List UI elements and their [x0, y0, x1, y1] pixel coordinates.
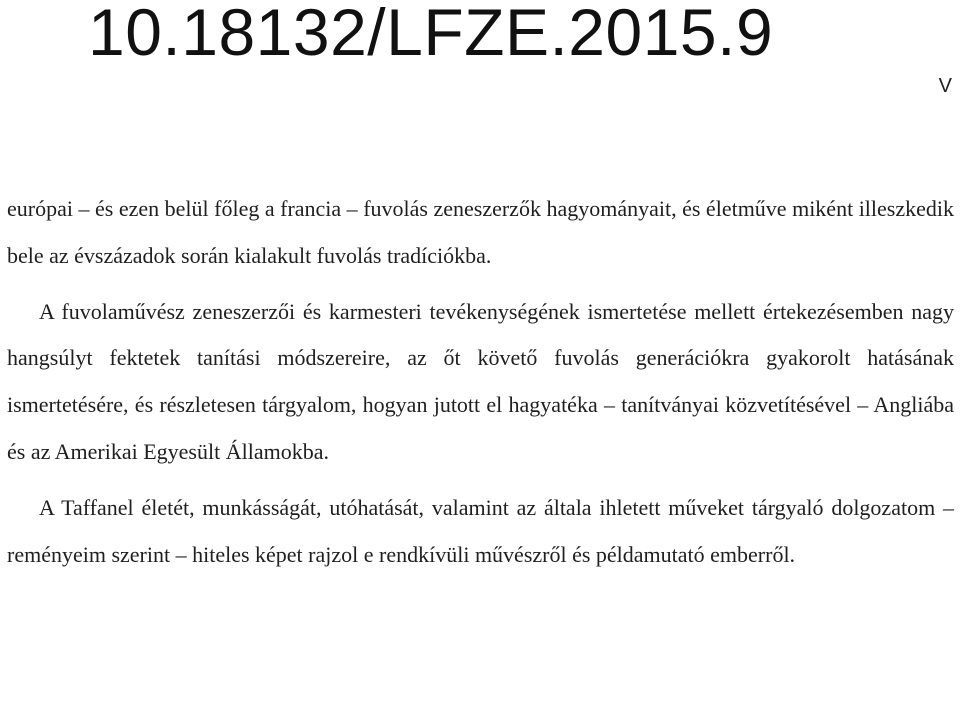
page-number: V	[938, 75, 952, 97]
document-body	[7, 186, 954, 578]
paragraph-continuation: európai – és ezen belül főleg a francia – fuvolás zeneszerzők hagyományait, és életműve miként illeszkedik bele az évszázadok során kialakult fuvolás tradíciókba.	[7, 196, 954, 268]
doi-header: 10.18132/LFZE.2015.9	[88, 0, 774, 69]
paragraph-summary: A Taffanel életét, munkásságát, utóhatását, valamint az általa ihletett műveket tárgyaló dolgozatom – reményeim szerint – hiteles képet rajzol e rendkívüli művészről és példamutató emberről.	[7, 494, 954, 567]
paragraph-methods: A fuvolaművész zeneszerzői és karmesteri tevékenységének ismertetése mellett értekezésemben nagy hangsúlyt fektetek tanítási módszereire, az őt követő fuvolás generációkra gyakorolt hatásának ismertetésére, és részletesen tárgyalom, hogyan jutott el hagyatéka – tanítványai közvetítésével – Angliába és az Amerikai Egyesült Államokba.	[7, 298, 954, 464]
